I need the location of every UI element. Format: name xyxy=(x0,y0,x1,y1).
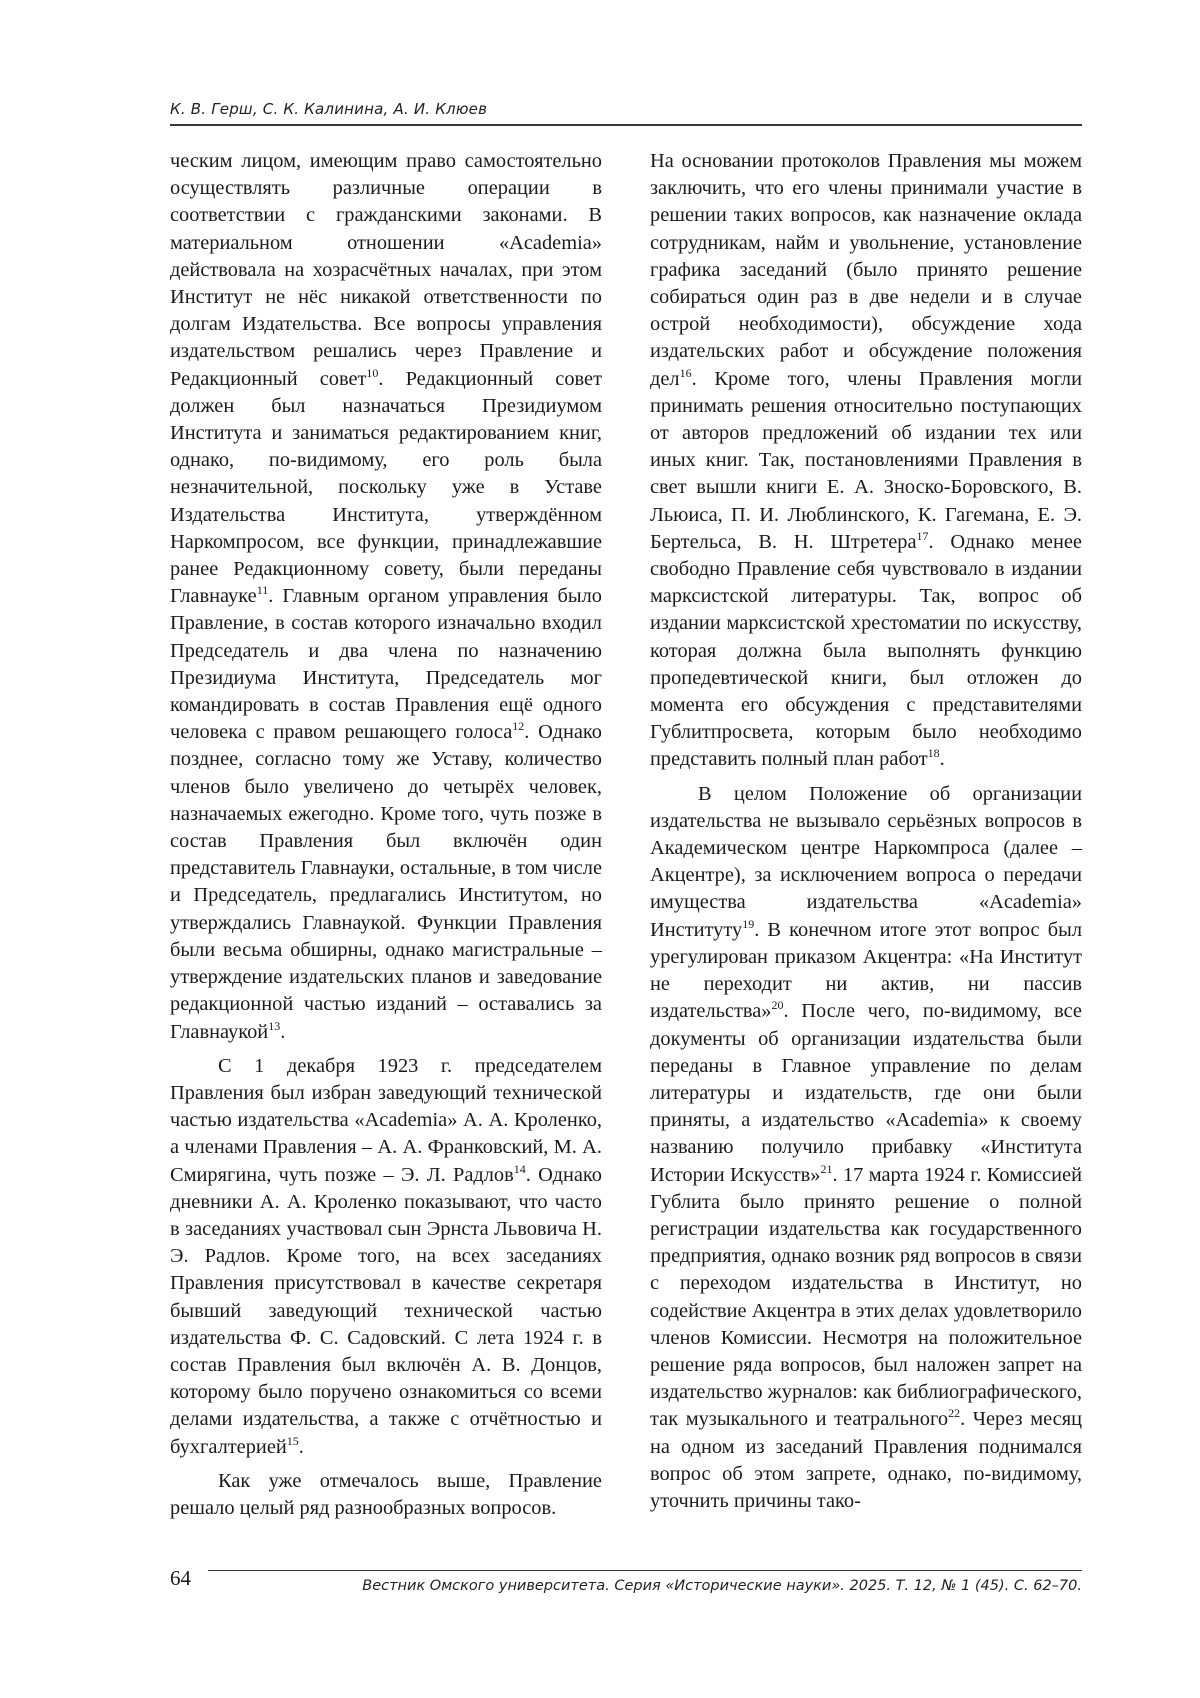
body-paragraph xyxy=(650,148,1082,774)
paragraph-text: . xyxy=(298,1435,304,1458)
header-rule xyxy=(170,124,1082,126)
right-column xyxy=(650,148,1082,1515)
running-head-authors: К. В. Герш, С. К. Калинина, А. И. Клюев xyxy=(170,100,488,118)
footnote-ref: 14 xyxy=(513,1161,526,1176)
paragraph-text: . Однако дневники А. А. Кроленко показывают, что часто в заседаниях участвовал сын Эрнста Львовича Н. Э. Радлов. Кроме того, на всех заседаниях Правления присутствовал в качестве секретаря бывший заведующий технической частью издательства Ф. С. Садовский. С лета 1924 г. в состав Правления был включён А. В. Донцов, которому было поручено ознакомиться со всеми делами издательства, а также с отчётностью и бухгалтерией xyxy=(170,1163,602,1458)
left-column xyxy=(170,148,602,1522)
paragraph-text: . xyxy=(280,1020,286,1043)
footnote-ref: 22 xyxy=(948,1406,961,1421)
footnote-ref: 15 xyxy=(286,1433,299,1448)
footnote-ref: 16 xyxy=(679,365,692,380)
footnote-ref: 10 xyxy=(366,365,379,380)
paragraph-text: . Редакционный совет должен был назначаться Президиумом Института и заниматься редактированием книг, однако, по-видимому, его роль была незначительной, поскольку уже в Уставе Издательства Института, утверждённом Наркомпросом, все функции, принадлежавшие ранее Редакционному совету, были переданы Главнауке xyxy=(170,367,602,608)
paragraph-text: На основании протоколов Правления мы можем заключить, что его члены принимали участие в решении таких вопросов, как назначение оклада сотрудникам, найм и увольнение, установление графика заседаний (было принято решение собираться один раз в две недели и в случае острой необходимости), обсуждение хода издательских работ и обсуждение положения дел xyxy=(650,150,1082,390)
paragraph-text: . Кроме того, члены Правления могли принимать решения относительно поступающих от авторов предложений об издании тех или иных книг. Так, постановлениями Правления в свет вышли книги Е. А. Зноско-Боровского, В. Льюиса, П. И. Люблинского, К. Гагемана, Е. Э. Бертельса, В. Н. Штретера xyxy=(650,367,1082,553)
body-paragraph xyxy=(170,1468,602,1522)
paragraph-text: . 17 марта 1924 г. Комиссией Гублита было принято решение о полной регистрации издательства как государственного предприятия, однако возник ряд вопросов в связи с переходом издательства в Институт, но содействие Акцентра в этих делах удовлетворило членов Комиссии. Несмотря на положительное решение ряда вопросов, был наложен запрет на издательство журналов: как библиографического, так музыкального и театрального xyxy=(650,1163,1082,1431)
footnote-ref: 12 xyxy=(512,719,525,734)
footnote-ref: 20 xyxy=(771,998,784,1013)
footer-rule xyxy=(208,1570,1082,1571)
page-number: 64 xyxy=(170,1566,191,1590)
paragraph-text: С 1 декабря 1923 г. председателем Правления был избран заведующий технической частью издательства «Academia» А. А. Кроленко, а членами Правления – А. А. Франковский, М. А. Смирягина, чуть позже – Э. Л. Радлов xyxy=(170,1054,602,1186)
footnote-ref: 21 xyxy=(820,1161,833,1176)
paragraph-text: . В конечном итоге этот вопрос был урегулирован приказом Акцентра: «На Институт не переходит ни актив, ни пассив издательства» xyxy=(650,918,1082,1023)
paragraph-text: . xyxy=(939,748,945,771)
journal-reference: Вестник Омского университета. Серия «Исторические науки». 2025. Т. 12, № 1 (45). С. 62–70. xyxy=(362,1578,1082,1594)
paragraph-text: ческим лицом, имеющим право самостоятельно осуществлять различные операции в соответствии с гражданскими законами. В материальном отношении «Academia» действовала на хозрасчётных началах, при этом Институт не нёс никакой ответственности по долгам Издательства. Все вопросы управления издательством решались через Правление и Редакционный совет xyxy=(170,150,602,390)
paragraph-text: В целом Положение об организации издательства не вызывало серьёзных вопросов в Академическом центре Наркомпроса (далее – Акцентре), за исключением вопроса о передачи имущества издательства «Academia» Институту xyxy=(650,782,1082,941)
paragraph-text: . Через месяц на одном из заседаний Правления поднимался вопрос об этом запрете, однако, по-видимому, уточнить причины тако- xyxy=(650,1408,1082,1512)
footnote-ref: 11 xyxy=(256,583,269,598)
footnote-ref: 13 xyxy=(268,1018,281,1033)
paragraph-text: Как уже отмечалось выше, Правление решало целый ряд разнообразных вопросов. xyxy=(170,1469,602,1519)
footnote-ref: 19 xyxy=(742,916,755,931)
paragraph-text: . Главным органом управления было Правление, в состав которого изначально входил Председатель и два члена по назначению Президиума Института, Председатель мог командировать в состав Правления ещё одного человека с правом решающего голоса xyxy=(170,585,602,744)
body-paragraph xyxy=(650,781,1082,1515)
paragraph-text: . Однако позднее, согласно тому же Уставу, количество членов было увеличено до четырёх человек, назначаемых ежегодно. Кроме того, чуть позже в состав Правления был включён один представитель Главнауки, остальные, в том числе и Председатель, предлагались Институтом, но утверждались Главнаукой. Функции Правления были весьма обширны, однако магистральные – утверждение издательских планов и заведование редакционной частью изданий – оставались за Главнаукой xyxy=(170,721,602,1043)
body-paragraph xyxy=(170,1053,602,1461)
paragraph-text: . После чего, по-видимому, все документы об организации издательства были переданы в Главное управление по делам литературы и издательств, где они были приняты, а издательство «Academia» к своему названию получило прибавку «Института Истории Искусств» xyxy=(650,1000,1082,1186)
paragraph-text: . Однако менее свободно Правление себя чувствовало в издании марксистской литературы. Так, вопрос об издании марксистской хрестоматии по искусству, которая должна была выполнять функцию пропедевтической книги, был отложен до момента его обсуждения с представителями Гублитпросвета, которым было необходимо представить полный план работ xyxy=(650,530,1082,771)
body-paragraph xyxy=(170,148,602,1046)
footnote-ref: 17 xyxy=(916,529,929,544)
footnote-ref: 18 xyxy=(927,746,940,761)
